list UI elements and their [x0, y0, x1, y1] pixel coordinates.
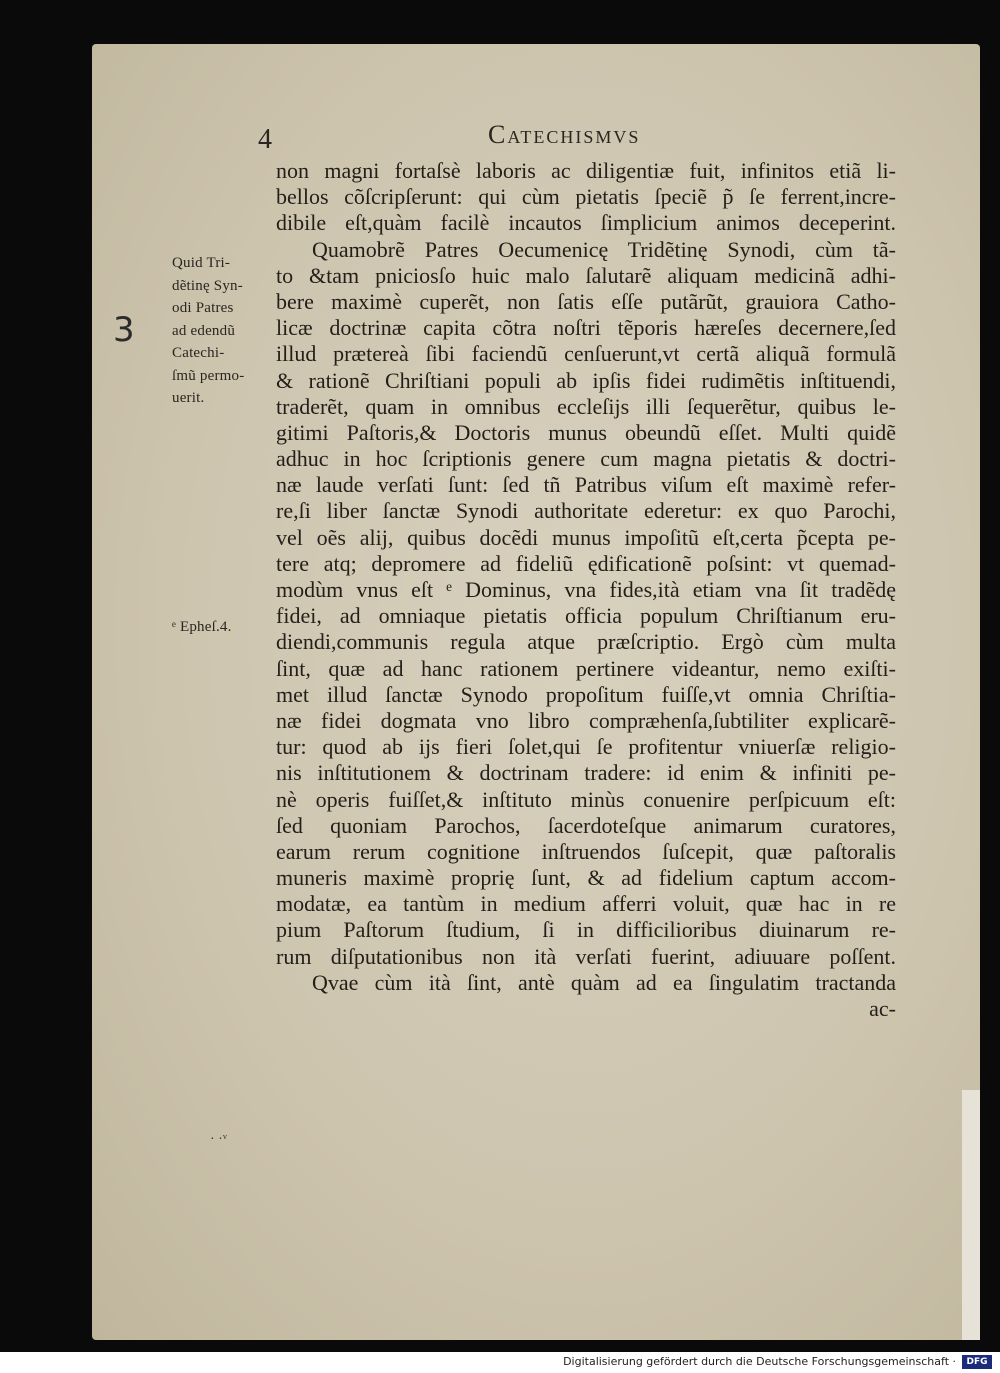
- marginal-line: ſmũ permo-: [172, 367, 245, 384]
- text-line: vel oẽs alij, quibus docẽdi munus impoſitũ eſt,certa p̃cepta pe-: [276, 524, 896, 550]
- text-line: to &tam pniciosſo huic malo ſalutarẽ aliquam medicinã adhi-: [276, 262, 896, 288]
- dfg-logo: DFG: [962, 1355, 992, 1369]
- text-line: licæ doctrinæ capita cõtra noſtri tẽporis hæreſes decernere,ſed: [276, 315, 896, 341]
- marginal-line: ad edendũ: [172, 322, 236, 339]
- text-line: & rationẽ Chriſtiani populi ab ipſis fidei rudimẽtis inſtituendi,: [276, 367, 896, 393]
- body-text: [276, 158, 896, 1022]
- footer-bar: [0, 1352, 1000, 1373]
- text-line: bere maximè cuperẽt, non ſatis eſſe putãrũt, grauiora Catho-: [276, 288, 896, 314]
- text-line: modatæ, ea tantùm in medium afferri voluit, quæ hac in re: [276, 891, 896, 917]
- text-line: traderẽt, quam in omnibus eccleſijs illi ſequerẽtur, quibus le-: [276, 393, 896, 419]
- marginal-line: dẽtinę Syn-: [172, 277, 243, 294]
- text-line: tur: quod ab ijs fieri ſolet,qui ſe profitentur vniuerſæ religio-: [276, 734, 896, 760]
- marginal-line: Catechi-: [172, 345, 225, 361]
- text-line: rum diſputationibus non ità verſati fuerint, adiuuare poſſent.: [276, 943, 896, 969]
- text-line: Quamobrẽ Patres Oecumenicę Tridẽtinę Synodi, cùm tã-: [312, 236, 896, 262]
- marginal-note-ephesians: [172, 616, 272, 639]
- text-line: ſed quoniam Parochos, ſacerdoteſque animarum curatores,: [276, 812, 896, 838]
- text-line: dibile eſt,quàm facilè incautos ſimplicium animos deceperint.: [276, 210, 896, 236]
- text-line: non magni fortaſsè laboris ac diligentiæ fuit, infinitos etiã li-: [276, 158, 896, 183]
- text-line: næ fidei dogmata vno libro compræhenſa,ſubtiliter explicarẽ-: [276, 707, 896, 733]
- text-line: bellos cõſcripſerunt: qui cùm pietatis ſpeciẽ p̃ ſe ferrent,incre-: [276, 184, 896, 210]
- page-edge: [962, 1090, 980, 1340]
- running-title: Catechismvs: [488, 120, 641, 149]
- text-line: met illud ſanctæ Synodo propoſitum fuiſſe,vt omnia Chriſtia-: [276, 681, 896, 707]
- marginal-line: ᵉ Epheſ.4.: [172, 619, 232, 635]
- page-number: 4: [258, 124, 272, 155]
- marginal-note-synod: [172, 252, 272, 410]
- funding-notice: Digitalisierung gefördert durch die Deutsche Forschungsgemeinschaft ·: [563, 1355, 956, 1368]
- text-line: illud prætereà ſibi faciendũ cenſuerunt,vt certã aliquã formulã: [276, 341, 896, 367]
- text-line: nis inſtitutionem & doctrinam tradere: id enim & infiniti pe-: [276, 760, 896, 786]
- text-line: Qvae cùm ità ſint, antè quàm ad ea ſingulatim tractanda: [312, 969, 896, 995]
- pencil-mark: 3: [113, 310, 135, 350]
- text-line: gitimi Paſtoris,& Doctoris munus obeundũ eſſet. Multi quidẽ: [276, 419, 896, 445]
- text-line: earum rerum cognitione inſtruendos ſuſcepit, quæ paſtoralis: [276, 838, 896, 864]
- paper-specks: · ·ᵛ: [210, 1132, 227, 1147]
- text-line: re,ſi liber ſanctæ Synodi authoritate ederetur: ex quo Parochi,: [276, 498, 896, 524]
- text-line: næ laude verſati ſunt: ſed tñ Patribus viſum eſt maximè refer-: [276, 472, 896, 498]
- text-line: tere atq; depromere ad fideliũ ędificationẽ poſsint: vt quemad-: [276, 550, 896, 576]
- text-line: pium Paſtorum ſtudium, ſi in difficilioribus diuinarum re-: [276, 917, 896, 943]
- text-line: ſint, quæ ad hanc rationem pertinere videantur, nemo exiſti-: [276, 655, 896, 681]
- text-line: diendi,communis regula atque præſcriptio. Ergò cùm multa: [276, 629, 896, 655]
- text-line: fidei, ad omniaque pietatis officia populum Chriſtianum eru-: [276, 603, 896, 629]
- marginal-line: Quid Tri-: [172, 255, 231, 271]
- marginal-line: odi Patres: [172, 300, 234, 316]
- text-line: adhuc in hoc ſcriptionis genere cum magna pietatis & doctri-: [276, 446, 896, 472]
- text-line: muneris maximè proprię ſunt, & ad fidelium captum accom-: [276, 865, 896, 891]
- text-line: modùm vnus eſt ᵉ Dominus, vna fides,ità etiam vna ſit tradẽdę: [276, 577, 896, 602]
- marginal-line: uerit.: [172, 390, 205, 406]
- text-line: nè operis fuiſſet,& inſtituto minùs conuenire perſpicuum eſt:: [276, 786, 896, 812]
- catchword: ac-: [869, 996, 896, 1021]
